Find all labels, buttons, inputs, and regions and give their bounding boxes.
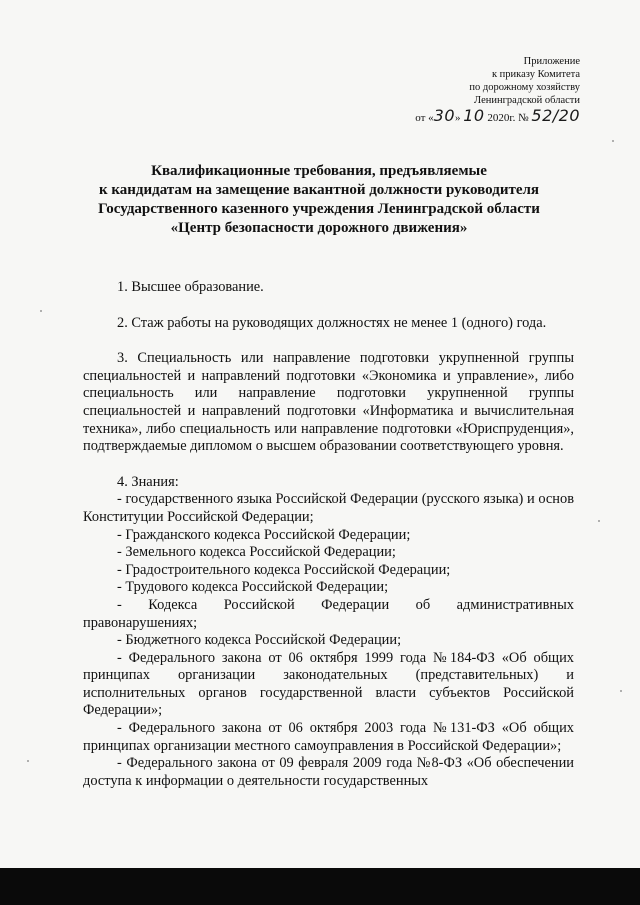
title-line-2: к кандидатам на замещение вакантной должности руководителя	[98, 182, 540, 198]
scan-speck	[620, 690, 622, 692]
title-line-4: «Центр безопасности дорожного движения»	[170, 220, 468, 236]
knowledge-item: - Трудового кодекса Российской Федерации;	[117, 579, 389, 596]
document-body	[83, 279, 574, 790]
date-month-handwritten: 10	[463, 106, 485, 125]
knowledge-item: - Градостроительного кодекса Российской Федерации;	[117, 561, 451, 578]
scan-speck	[612, 140, 614, 142]
date-year: 2020г. №	[484, 112, 532, 124]
appendix-line-4: Ленинградской области	[474, 95, 580, 106]
scan-speck	[40, 310, 42, 312]
requirement-education: 1. Высшее образование.	[117, 279, 264, 295]
appendix-line-3: по дорожному хозяйству	[469, 82, 580, 93]
date-mid: »	[455, 112, 464, 124]
scan-speck	[598, 520, 600, 522]
scan-bottom-edge	[0, 868, 640, 905]
date-day-handwritten: 30	[433, 106, 455, 125]
order-number-handwritten: 52/20	[531, 106, 580, 125]
appendix-block	[350, 55, 580, 125]
knowledge-item: - Федерального закона от 09 февраля 2009 года №8-ФЗ «Об обеспечении доступа к информации о деятельности государственных	[83, 755, 574, 789]
knowledge-item: - Бюджетного кодекса Российской Федерации;	[117, 632, 402, 649]
knowledge-item: - Федерального закона от 06 октября 1999 года №184-ФЗ «Об общих принципах организации законодательных (представительных) и исполнительных органов государственной власти субъектов Российской Федерации»;	[83, 649, 574, 719]
title-line-3: Государственного казенного учреждения Ленинградской области	[98, 201, 540, 217]
knowledge-item: - Кодекса Российской Федерации об административных правонарушениях;	[83, 596, 574, 631]
scan-speck	[27, 760, 29, 762]
knowledge-item: - Гражданского кодекса Российской Федерации;	[117, 526, 411, 543]
appendix-line-2: к приказу Комитета	[491, 69, 580, 80]
appendix-line-1: Приложение	[523, 56, 580, 67]
date-prefix: от «	[415, 112, 434, 124]
knowledge-item: - Земельного кодекса Российской Федерации;	[117, 544, 396, 561]
knowledge-item: - государственного языка Российской Федерации (русского языка) и основ Конституции Российской Федерации;	[83, 491, 574, 525]
requirement-specialty: 3. Специальность или направление подготовки укрупненной группы специальностей и направлений подготовки «Экономика и управление», либо специальность или направление подготовки укрупненной группы специальностей и направлений подготовки «Информатика и вычислительная техника», либо специальность или направление подготовки «Юриспруденция», подтверждаемые дипломом о высшем образовании соответствующего уровня.	[83, 350, 574, 455]
order-date-line	[350, 106, 580, 125]
title-line-1: Квалификационные требования, предъявляемые	[151, 163, 487, 179]
document-title	[60, 162, 578, 238]
requirement-experience: 2. Стаж работы на руководящих должностях не менее 1 (одного) года.	[117, 314, 547, 331]
requirement-knowledge-heading: 4. Знания:	[117, 473, 179, 490]
knowledge-item: - Федерального закона от 06 октября 2003 года №131-ФЗ «Об общих принципах организации местного самоуправления в Российской Федерации»;	[83, 720, 574, 754]
